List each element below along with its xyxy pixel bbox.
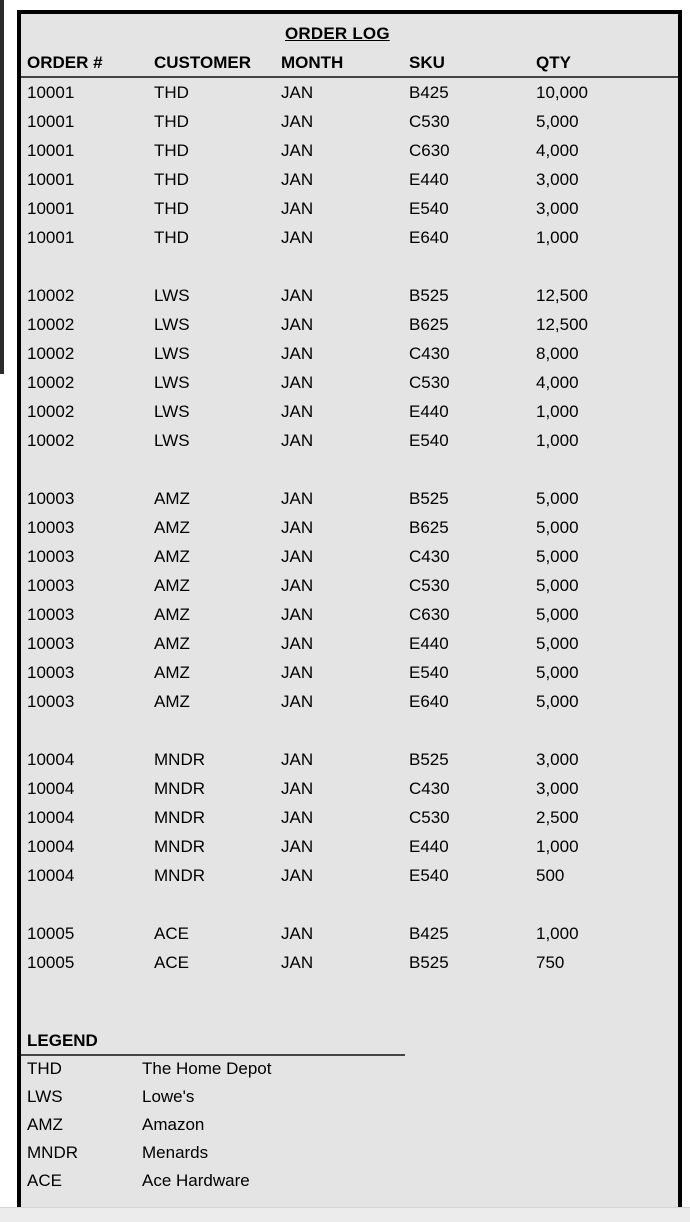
qty-cell: 3,000 [536, 779, 579, 798]
table-row [21, 658, 678, 687]
customer-cell: AMZ [154, 489, 190, 508]
sku-cell: E440 [409, 837, 449, 856]
sku-cell: C430 [409, 547, 450, 566]
customer-cell: AMZ [154, 605, 190, 624]
order-cell: 10005 [27, 953, 75, 972]
month-cell: JAN [281, 431, 314, 450]
month-cell: JAN [281, 141, 314, 160]
sku-cell: E440 [409, 170, 449, 189]
table-row [21, 861, 678, 890]
customer-cell: AMZ [154, 518, 190, 537]
customer-cell: LWS [154, 402, 190, 421]
customer-cell: MNDR [154, 750, 205, 769]
legend-code: AMZ [27, 1115, 63, 1134]
customer-cell: THD [154, 199, 189, 218]
month-cell: JAN [281, 663, 314, 682]
qty-cell: 3,000 [536, 199, 579, 218]
order-cell: 10001 [27, 112, 75, 131]
customer-cell: MNDR [154, 837, 205, 856]
table-row [21, 223, 678, 252]
table-row [21, 484, 678, 513]
table-row [21, 600, 678, 629]
order-cell: 10003 [27, 663, 75, 682]
header-qty: QTY [536, 53, 571, 72]
month-cell: JAN [281, 83, 314, 102]
sku-cell: C430 [409, 344, 450, 363]
sku-cell: E540 [409, 431, 449, 450]
month-cell: JAN [281, 924, 314, 943]
table-row [21, 571, 678, 600]
customer-cell: THD [154, 83, 189, 102]
table-row [21, 165, 678, 194]
table-row [21, 339, 678, 368]
customer-cell: THD [154, 228, 189, 247]
qty-cell: 1,000 [536, 431, 579, 450]
qty-cell: 1,000 [536, 402, 579, 421]
month-cell: JAN [281, 547, 314, 566]
table-row [21, 368, 678, 397]
legend-header [21, 1027, 405, 1056]
month-cell: JAN [281, 170, 314, 189]
customer-cell: LWS [154, 344, 190, 363]
table-row [21, 542, 678, 571]
customer-cell: MNDR [154, 866, 205, 885]
sku-cell: C430 [409, 779, 450, 798]
month-cell: JAN [281, 518, 314, 537]
month-cell: JAN [281, 344, 314, 363]
customer-cell: AMZ [154, 663, 190, 682]
table-row [21, 78, 678, 107]
qty-cell: 5,000 [536, 634, 579, 653]
qty-cell: 5,000 [536, 547, 579, 566]
legend-list [21, 1055, 678, 1195]
qty-cell: 2,500 [536, 808, 579, 827]
qty-cell: 5,000 [536, 518, 579, 537]
order-cell: 10003 [27, 518, 75, 537]
order-cell: 10001 [27, 170, 75, 189]
qty-cell: 5,000 [536, 663, 579, 682]
sku-cell: C530 [409, 808, 450, 827]
table-row [21, 774, 678, 803]
legend-name: Lowe's [142, 1087, 195, 1106]
legend-item [21, 1167, 678, 1195]
qty-cell: 5,000 [536, 489, 579, 508]
sku-cell: E440 [409, 634, 449, 653]
sku-cell: B425 [409, 83, 449, 102]
sku-cell: E540 [409, 199, 449, 218]
customer-cell: AMZ [154, 576, 190, 595]
order-cell: 10001 [27, 83, 75, 102]
customer-cell: AMZ [154, 634, 190, 653]
qty-cell: 4,000 [536, 373, 579, 392]
group-spacer-row [21, 252, 678, 281]
sku-cell: B525 [409, 953, 449, 972]
legend-code: MNDR [27, 1143, 78, 1162]
qty-cell: 1,000 [536, 228, 579, 247]
qty-cell: 1,000 [536, 924, 579, 943]
sku-cell: E640 [409, 228, 449, 247]
legend-name: The Home Depot [142, 1059, 272, 1078]
order-cell: 10003 [27, 489, 75, 508]
order-cell: 10005 [27, 924, 75, 943]
customer-cell: THD [154, 141, 189, 160]
month-cell: JAN [281, 199, 314, 218]
month-cell: JAN [281, 692, 314, 711]
order-cell: 10004 [27, 866, 75, 885]
header-sku: SKU [409, 53, 445, 72]
title-row [21, 22, 678, 48]
header-order: ORDER # [27, 53, 103, 72]
month-cell: JAN [281, 866, 314, 885]
customer-cell: THD [154, 112, 189, 131]
table-row [21, 136, 678, 165]
table-row [21, 310, 678, 339]
customer-cell: MNDR [154, 808, 205, 827]
qty-cell: 4,000 [536, 141, 579, 160]
sku-cell: B425 [409, 924, 449, 943]
table-row [21, 194, 678, 223]
table-row [21, 745, 678, 774]
order-cell: 10002 [27, 315, 75, 334]
month-cell: JAN [281, 489, 314, 508]
order-cell: 10001 [27, 141, 75, 160]
sku-cell: B525 [409, 750, 449, 769]
order-cell: 10001 [27, 228, 75, 247]
group-spacer-row [21, 455, 678, 484]
table-header-row [21, 50, 678, 78]
legend-item [21, 1083, 678, 1111]
qty-cell: 12,500 [536, 286, 588, 305]
customer-cell: LWS [154, 315, 190, 334]
legend-item [21, 1139, 678, 1167]
sku-cell: E440 [409, 402, 449, 421]
group-spacer-row [21, 716, 678, 745]
customer-cell: LWS [154, 373, 190, 392]
left-border-rule [0, 0, 4, 374]
horizontal-scrollbar[interactable] [0, 1207, 690, 1222]
order-cell: 10004 [27, 750, 75, 769]
order-cell: 10002 [27, 402, 75, 421]
customer-cell: MNDR [154, 779, 205, 798]
order-cell: 10002 [27, 431, 75, 450]
legend-code: LWS [27, 1087, 63, 1106]
customer-cell: ACE [154, 953, 189, 972]
qty-cell: 750 [536, 953, 565, 972]
order-cell: 10002 [27, 373, 75, 392]
legend-code: ACE [27, 1171, 62, 1190]
order-cell: 10003 [27, 634, 75, 653]
qty-cell: 12,500 [536, 315, 588, 334]
table-row [21, 513, 678, 542]
sheet-title: ORDER LOG [285, 24, 390, 43]
table-row [21, 919, 678, 948]
sku-cell: E540 [409, 866, 449, 885]
order-cell: 10002 [27, 286, 75, 305]
sku-cell: B525 [409, 489, 449, 508]
customer-cell: AMZ [154, 547, 190, 566]
sku-cell: C630 [409, 605, 450, 624]
legend-name: Amazon [142, 1115, 205, 1134]
month-cell: JAN [281, 112, 314, 131]
table-row [21, 687, 678, 716]
sku-cell: B525 [409, 286, 449, 305]
month-cell: JAN [281, 373, 314, 392]
header-month: MONTH [281, 53, 344, 72]
qty-cell: 3,000 [536, 170, 579, 189]
order-cell: 10004 [27, 808, 75, 827]
qty-cell: 5,000 [536, 576, 579, 595]
order-cell: 10002 [27, 344, 75, 363]
table-row [21, 281, 678, 310]
month-cell: JAN [281, 576, 314, 595]
table-row [21, 803, 678, 832]
order-cell: 10004 [27, 837, 75, 856]
order-cell: 10001 [27, 199, 75, 218]
table-row [21, 629, 678, 658]
customer-cell: AMZ [154, 692, 190, 711]
sku-cell: E640 [409, 692, 449, 711]
table-row [21, 948, 678, 977]
month-cell: JAN [281, 837, 314, 856]
qty-cell: 1,000 [536, 837, 579, 856]
month-cell: JAN [281, 402, 314, 421]
month-cell: JAN [281, 286, 314, 305]
sku-cell: C530 [409, 373, 450, 392]
month-cell: JAN [281, 634, 314, 653]
order-cell: 10003 [27, 576, 75, 595]
order-cell: 10004 [27, 779, 75, 798]
legend-item [21, 1111, 678, 1139]
qty-cell: 5,000 [536, 605, 579, 624]
table-row [21, 397, 678, 426]
table-row [21, 832, 678, 861]
month-cell: JAN [281, 808, 314, 827]
legend-name: Ace Hardware [142, 1171, 250, 1190]
qty-cell: 10,000 [536, 83, 588, 102]
qty-cell: 3,000 [536, 750, 579, 769]
customer-cell: ACE [154, 924, 189, 943]
customer-cell: LWS [154, 286, 190, 305]
month-cell: JAN [281, 953, 314, 972]
customer-cell: THD [154, 170, 189, 189]
order-log-sheet [17, 10, 682, 1222]
order-rows [21, 78, 678, 977]
legend-item [21, 1055, 678, 1083]
legend-name: Menards [142, 1143, 209, 1162]
order-cell: 10003 [27, 692, 75, 711]
sku-cell: B625 [409, 315, 449, 334]
legend-title: LEGEND [27, 1031, 98, 1050]
qty-cell: 8,000 [536, 344, 579, 363]
sku-cell: C630 [409, 141, 450, 160]
sku-cell: C530 [409, 576, 450, 595]
month-cell: JAN [281, 779, 314, 798]
month-cell: JAN [281, 315, 314, 334]
group-spacer-row [21, 890, 678, 919]
sku-cell: C530 [409, 112, 450, 131]
sku-cell: B625 [409, 518, 449, 537]
qty-cell: 5,000 [536, 692, 579, 711]
qty-cell: 5,000 [536, 112, 579, 131]
qty-cell: 500 [536, 866, 565, 885]
table-row [21, 426, 678, 455]
month-cell: JAN [281, 228, 314, 247]
header-customer: CUSTOMER [154, 53, 251, 72]
sku-cell: E540 [409, 663, 449, 682]
customer-cell: LWS [154, 431, 190, 450]
order-cell: 10003 [27, 605, 75, 624]
legend-code: THD [27, 1059, 62, 1078]
month-cell: JAN [281, 605, 314, 624]
order-cell: 10003 [27, 547, 75, 566]
month-cell: JAN [281, 750, 314, 769]
table-row [21, 107, 678, 136]
